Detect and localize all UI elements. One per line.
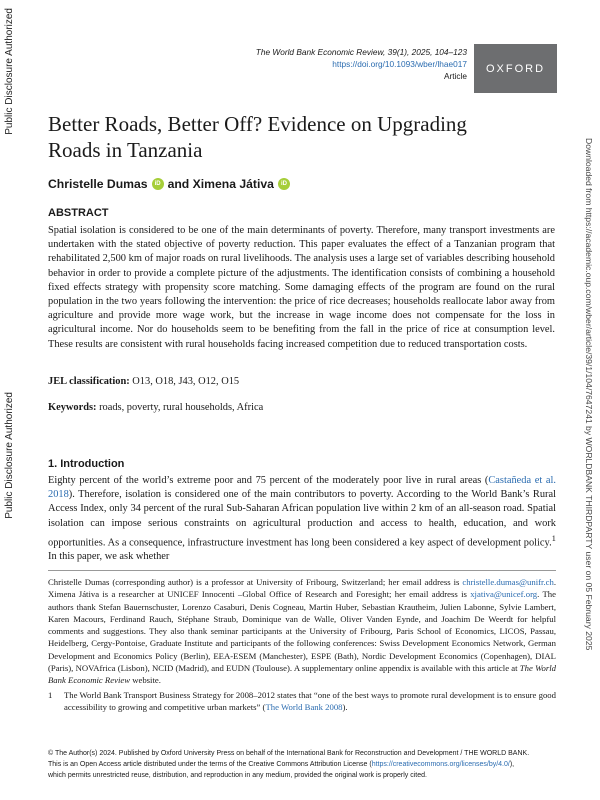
- license-line: which permits unrestricted reuse, distribution, and reproduction in any medium, provided the original work is properly cited.: [48, 772, 427, 779]
- jel-classification: [48, 375, 239, 389]
- author-line: [48, 177, 294, 191]
- license-url-link[interactable]: https://creativecommons.org/licenses/by/4.0/: [371, 761, 510, 768]
- footnote-text: website.: [130, 675, 161, 686]
- orcid-icon[interactable]: iD: [152, 178, 164, 190]
- margin-disclosure-bottom: Public Disclosure Authorized: [4, 392, 15, 519]
- license-text: ),: [509, 761, 515, 768]
- introduction-paragraph: [48, 474, 556, 565]
- margin-download-notice: Downloaded from https://academic.oup.com/wber/article/39/1/104/7647241 by WORLDBANK THIRDPARTY user on 05 February 2025: [584, 138, 594, 651]
- abstract-text: Spatial isolation is considered to be one of the main determinants of poverty. Therefore, many transport investments are undertaken with the stated objective of poverty reduction. This paper evaluates the effect of a Tanzanian program that rehabilitated 2,500 km of major roads on rural livelihoods. The analysis uses a large set of variables describing household behavior in order to provide a complete picture of the adjustments. The identification consists of combining a household fixed effects strategy with propensity score matching. Some damaging effects of the program are found on the rural population in the two years following the intervention: the price of rice decreases; households reallocate labor away from agriculture and provide more wage work, but the increase in wage income does not compensate for the loss in agricultural income. Nor do households seem to be benefiting from the fall in the price of rice at consumption level. These results are consistent with rural households facing increased competition due to reduced transportation costs.: [48, 225, 555, 350]
- doi-link[interactable]: https://doi.org/10.1093/wber/lhae017: [332, 59, 467, 69]
- section-heading-introduction: 1. Introduction: [48, 458, 125, 470]
- license-line: [48, 759, 568, 770]
- citation-link[interactable]: The World Bank 2008: [265, 701, 343, 712]
- citation-link[interactable]: Castañeda et al. 2018: [48, 475, 556, 501]
- intro-text: ). Therefore, isolation is considered one of the main contributors to poverty. According to the World Bank’s Rural Access Index, only 34 percent of the rural Sub-Saharan African population live within 2 km of an all-season road. Spatial isolation can impose serious constraints on agricultural production and access to health, education, and work opportunities. As a consequence, infrastructure investment has long been considered a key aspect of development policy.: [48, 489, 556, 549]
- footnote-1: [48, 689, 556, 714]
- footnote-marker[interactable]: 1: [551, 532, 556, 543]
- footnote-1-text: [64, 689, 556, 714]
- jel-label: JEL classification:: [48, 376, 130, 387]
- footnote-text: The World Bank Transport Business Strategy for 2008–2012 states that “one of the best ways to promote rural development is to ensure good accessibility to growing and competitive urban markets” (: [64, 689, 556, 712]
- margin-disclosure-top: Public Disclosure Authorized: [4, 8, 15, 135]
- footnote-text: . The authors thank Stefan Bauernschuster, Lorenzo Casaburi, Denis Cogneau, Martin Huber, Sebastian Krautheim, Julien Labonne, Sylvie Lambert, Karen Macours, Ferdinand Rauch, Stéphane Straub, Dominique van de Walle, Oliver Vanden Eynde, and Joachim De Weerdt for helpful comments and suggestions. They also thank seminar participants at the University of Fribourg, Paris School of Economics, LICOS, Passau, Heidelberg, Cergy-Pontoise, Graduate Institute and participants of the following conferences: Swiss Development Economics Network, German Development and Economics Policy (Berlin), EEA-ESEM (Manchester), ESPE (Bath), Nordic Development Economics (Copenhagen), DIAL (Paris), NOVAfrica (Lisbon), NCID (Madrid), and EUDN (Toulouse). A supplementary online appendix is available with this article at: [48, 589, 556, 674]
- footnote-text: ).: [342, 701, 348, 712]
- author-name: Christelle Dumas: [48, 177, 148, 191]
- intro-text: Eighty percent of the world’s extreme poor and 75 percent of the moderately poor live in rural areas (: [48, 475, 489, 486]
- license-notice: [48, 748, 568, 781]
- abstract-heading: ABSTRACT: [48, 207, 109, 219]
- keywords-value: roads, poverty, rural households, Africa: [99, 402, 264, 413]
- orcid-icon[interactable]: iD: [278, 178, 290, 190]
- author-footnote: [48, 576, 556, 713]
- footnote-text: Christelle Dumas (corresponding author) is a professor at University of Fribourg, Switzerland; her email address is: [48, 577, 463, 587]
- footnote-text: . Ximena Játiva is a researcher at UNICEF Innocenti –Global Office of Research and Foresight; her email address is: [48, 577, 556, 600]
- journal-name: The World Bank Economic Review: [48, 663, 556, 686]
- license-line: © The Author(s) 2024. Published by Oxford University Press on behalf of the International Bank for Reconstruction and Development / THE WORLD BANK.: [48, 750, 530, 757]
- intro-text: In this paper, we ask whether: [48, 551, 170, 563]
- email-link[interactable]: xjativa@unicef.org: [470, 589, 538, 600]
- email-link[interactable]: christelle.dumas@unifr.ch: [462, 577, 554, 587]
- author-name: Ximena Játiva: [192, 177, 274, 191]
- jel-value: O13, O18, J43, O12, O15: [132, 376, 240, 387]
- footnote-number: 1: [48, 689, 53, 700]
- oxford-logo: OXFORD: [474, 44, 557, 93]
- journal-info: [256, 46, 467, 82]
- keywords-label: Keywords:: [48, 402, 97, 413]
- journal-citation: The World Bank Economic Review, 39(1), 2025, 104–123: [255, 47, 467, 57]
- keywords: [48, 401, 263, 415]
- footnote-divider: [48, 570, 556, 571]
- author-note: [48, 576, 556, 687]
- article-type: Article: [443, 71, 467, 81]
- paper-title: Better Roads, Better Off? Evidence on Upgrading Roads in Tanzania: [48, 112, 467, 162]
- author-conjunction: and: [167, 177, 190, 191]
- license-text: This is an Open Access article distributed under the terms of the Creative Commons Attribution License (: [48, 761, 372, 768]
